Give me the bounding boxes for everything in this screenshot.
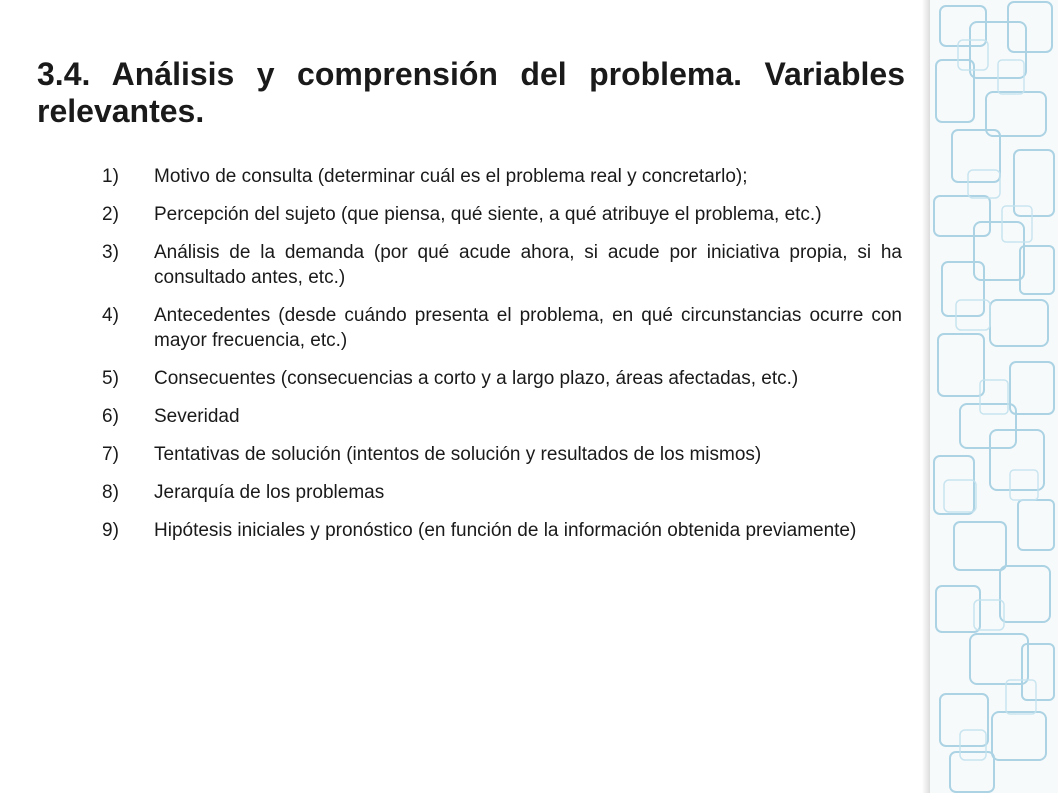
decorative-squares-graphic xyxy=(930,0,1058,793)
list-item-number: 5) xyxy=(102,368,119,389)
slide-title: 3.4. Análisis y comprensión del problema. Variables relevantes. xyxy=(37,56,905,129)
numbered-list xyxy=(102,164,902,543)
list-item-text: Motivo de consulta (determinar cuál es el problema real y concretarlo); xyxy=(154,166,748,187)
list-item xyxy=(102,518,902,543)
list-item-text: Antecedentes (desde cuándo presenta el problema, en qué circunstancias ocurre con mayor frecuencia, etc.) xyxy=(154,305,902,351)
list-item xyxy=(102,240,902,290)
list-item-number: 1) xyxy=(102,166,119,187)
list-item-text: Jerarquía de los problemas xyxy=(154,482,385,503)
list-item xyxy=(102,404,902,429)
list-item-text: Severidad xyxy=(154,406,240,427)
list-item-text: Análisis de la demanda (por qué acude ahora, si acude por iniciativa propia, si ha consultado antes, etc.) xyxy=(154,242,902,288)
list-item xyxy=(102,164,902,189)
list-item xyxy=(102,442,902,467)
list-item xyxy=(102,366,902,391)
list-item-text: Percepción del sujeto (que piensa, qué siente, a qué atribuye el problema, etc.) xyxy=(154,204,822,225)
list-item-text: Hipótesis iniciales y pronóstico (en función de la información obtenida previamente) xyxy=(154,520,857,541)
list-item xyxy=(102,480,902,505)
list-item xyxy=(102,303,902,353)
list-item-text: Consecuentes (consecuencias a corto y a largo plazo, áreas afectadas, etc.) xyxy=(154,368,799,389)
list-item-number: 9) xyxy=(102,520,119,541)
list-item-number: 6) xyxy=(102,406,119,427)
list-item-text: Tentativas de solución (intentos de solución y resultados de los mismos) xyxy=(154,444,762,465)
list-item-number: 8) xyxy=(102,482,119,503)
list-item-number: 7) xyxy=(102,444,119,465)
list-item-number: 2) xyxy=(102,204,119,225)
list-item xyxy=(102,202,902,227)
decorative-pattern xyxy=(930,0,1058,793)
list-item-number: 4) xyxy=(102,305,119,326)
list-item-number: 3) xyxy=(102,242,119,263)
